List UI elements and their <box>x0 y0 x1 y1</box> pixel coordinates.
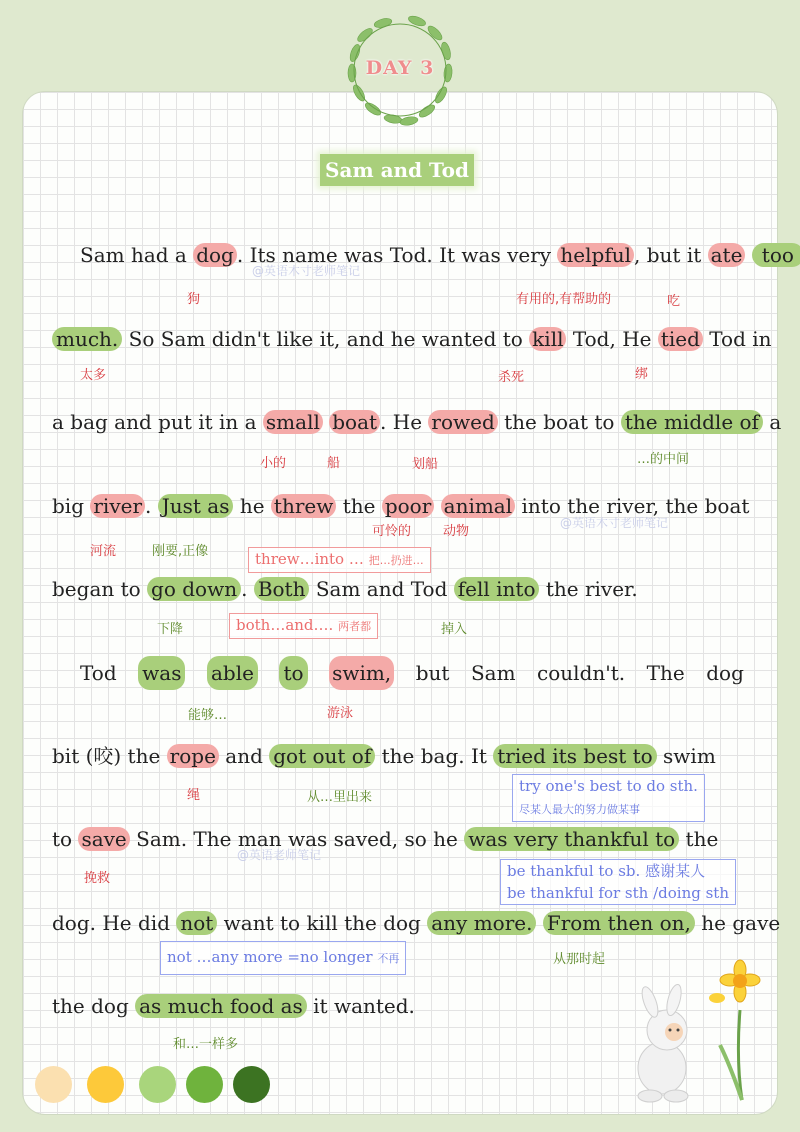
text-line-6: Tod was able to swim, but Sam couldn't. The dog <box>80 656 744 690</box>
note-able: 能够… <box>188 708 228 723</box>
note-save: 挽救 <box>84 871 111 886</box>
note-dog: 狗 <box>187 292 201 307</box>
note-animal: 动物 <box>443 524 470 539</box>
phrase-highlight: much. <box>52 327 122 351</box>
watermark: @英语老师笔记 <box>237 848 322 862</box>
text-line-8: to save Sam. The man was saved, so he was very thankful to the <box>52 827 719 851</box>
note-river: 河流 <box>90 544 117 559</box>
vocab-highlight: kill <box>529 327 566 351</box>
text-line-2: much. So Sam didn't like it, and he wanted to kill Tod, He tied Tod in <box>52 322 744 356</box>
note-just-as: 刚要,正像 <box>152 544 209 559</box>
phrase-box-both-and: both…and…. 两者都 <box>229 613 378 639</box>
phrase-box-not-any-more: not …any more =no longer 不再 <box>160 941 406 975</box>
vocab-highlight: river <box>90 494 145 518</box>
note-small: 小的 <box>260 456 287 471</box>
palette-dot <box>186 1066 223 1103</box>
phrase-highlight: Both <box>254 577 310 601</box>
phrase-highlight: any more. <box>427 911 536 935</box>
vocab-highlight: poor <box>382 494 434 518</box>
phrase-highlight: to <box>279 656 307 690</box>
phrase-box-threw-into: threw…into … 把…扔进… <box>248 547 431 573</box>
phrase-highlight: the middle of <box>621 410 763 434</box>
note-helpful: 有用的,有帮助的 <box>516 292 612 307</box>
note-fell-into: 掉入 <box>441 622 468 637</box>
note-ate: 吃 <box>667 294 681 309</box>
palette-dot <box>139 1066 176 1103</box>
text-line-3: a bag and put it in a small boat . He rowed the boat to the middle of a <box>52 410 782 434</box>
bunny-daffodil-illustration-icon <box>622 950 772 1110</box>
note-middle: …的中间 <box>637 452 690 467</box>
note-kill: 杀死 <box>498 370 525 385</box>
phrase-highlight: go down <box>147 577 241 601</box>
note-poor: 可怜的 <box>372 524 412 539</box>
note-from-then: 从那时起 <box>553 952 606 967</box>
phrase-highlight: was very thankful to <box>464 827 679 851</box>
palette-dot <box>233 1066 270 1103</box>
text-line-7: bit (咬) the rope and got out of the bag. It tried its best to swim <box>52 744 716 768</box>
vocab-highlight: tied <box>658 327 703 351</box>
phrase-highlight: was <box>138 656 185 690</box>
page-title: Sam and Tod <box>320 154 474 186</box>
phrase-box-try-best: try one's best to do sth. 尽某人最大的努力做某事 <box>512 774 705 822</box>
note-tied: 绑 <box>635 367 649 382</box>
note-rope: 绳 <box>187 788 201 803</box>
phrase-highlight: as much food as <box>135 994 307 1018</box>
vocab-highlight: animal <box>441 494 516 518</box>
palette-dot <box>87 1066 124 1103</box>
phrase-highlight: Just as <box>158 494 234 518</box>
note-much: 太多 <box>80 368 107 383</box>
watermark: @英语木寸老师笔记 <box>560 516 669 530</box>
phrase-highlight: fell into <box>454 577 540 601</box>
note-rowed: 划船 <box>412 457 439 472</box>
note-boat: 船 <box>327 456 341 471</box>
vocab-highlight: threw <box>271 494 336 518</box>
vocab-highlight: helpful <box>557 243 634 267</box>
note-got-out: 从…里出来 <box>307 790 373 805</box>
vocab-highlight: ate <box>708 243 746 267</box>
text-line-5: began to go down . Both Sam and Tod fell into the river. <box>52 577 638 601</box>
palette-dot <box>35 1066 72 1103</box>
text-line-9: dog. He did not want to kill the dog any more. From then on, he gave <box>52 911 781 935</box>
vocab-highlight: swim, <box>329 656 394 690</box>
phrase-highlight: able <box>207 656 258 690</box>
vocab-highlight: boat <box>329 410 380 434</box>
phrase-highlight: not <box>176 911 217 935</box>
phrase-highlight: tried its best to <box>493 744 656 768</box>
vocab-highlight: small <box>263 410 323 434</box>
watermark: @英语木寸老师笔记 <box>252 264 361 278</box>
note-swim: 游泳 <box>327 706 354 721</box>
day-label: DAY 3 <box>365 57 435 79</box>
vocab-highlight: rowed <box>428 410 497 434</box>
note-go-down: 下降 <box>157 622 184 637</box>
vocab-highlight: rope <box>167 744 219 768</box>
phrase-highlight: got out of <box>269 744 375 768</box>
text-line-1: Sam had a dog . Its name was Tod. It was very helpful , but it ate too <box>80 238 744 272</box>
text-line-10: the dog as much food as it wanted. <box>52 994 415 1018</box>
phrase-highlight: too <box>752 243 800 267</box>
phrase-highlight: From then on, <box>543 911 695 935</box>
vocab-highlight: save <box>78 827 129 851</box>
text-line-4: big river . Just as he threw the poor animal into the river, the boat <box>52 494 750 518</box>
phrase-box-thankful: be thankful to sb. 感谢某人 be thankful for sth /doing sth <box>500 859 736 905</box>
vocab-highlight: dog <box>193 243 237 267</box>
note-as-much: 和…一样多 <box>173 1037 239 1052</box>
